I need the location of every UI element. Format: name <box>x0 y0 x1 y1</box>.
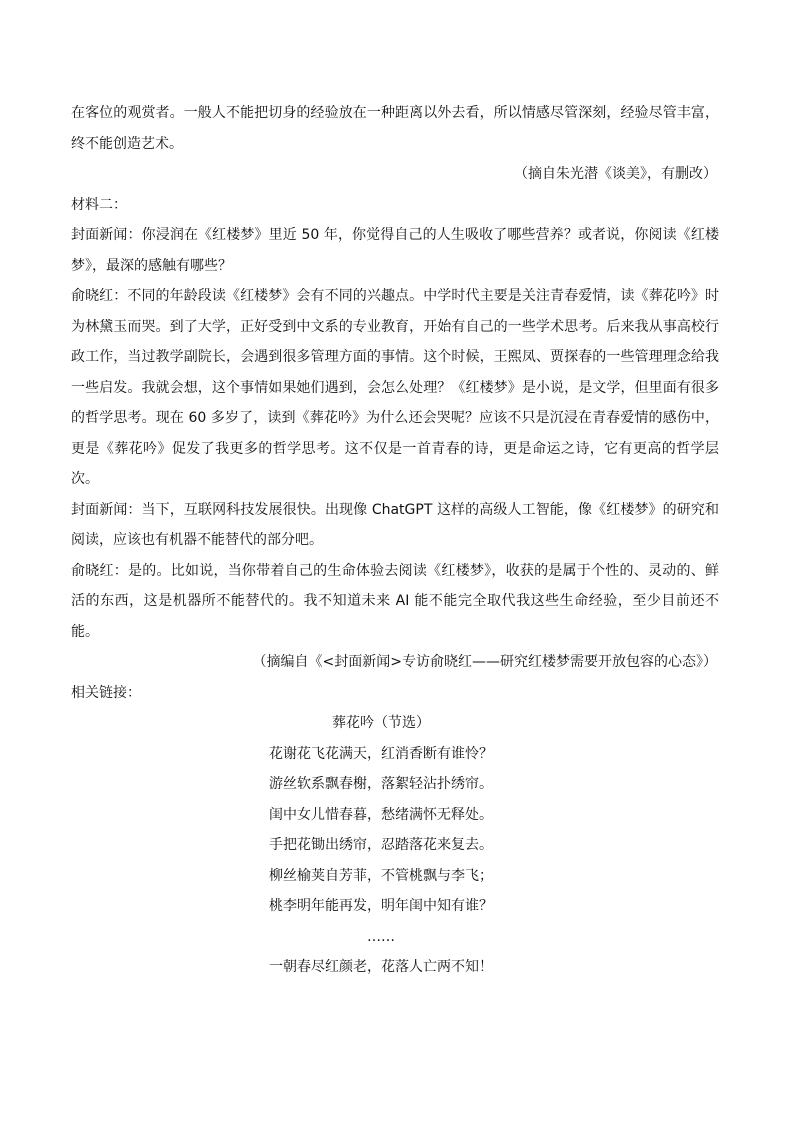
poem-line: 游丝软系飘春榭，落絮轻沾扑绣帘。 <box>269 776 493 792</box>
poem-line: 一朝春尽红颜老，花落人亡两不知！ <box>269 959 493 975</box>
poem-ellipsis: …… <box>367 928 395 945</box>
poem-title: 葬花吟（节选） <box>332 715 430 731</box>
poem-line: 桃李明年能再发，明年闺中知有谁？ <box>269 898 493 914</box>
dialogue-paragraph-2: 俞晓红：不同的年龄段读《红楼梦》会有不同的兴趣点。中学时代主要是关注青春爱情，读《葬花吟》时为林黛玉而哭。到了大学，正好受到中文系的专业教育，开始有自己的一些学术思考。后来我从事高校行政工作，当过教学副院长，会遇到很多管理方面的事情。这个时候，王熙凤、贾探春的一些管理理念给我一些启发。我就会想，这个事情如果她们遇到，会怎么处理？《红楼梦》是小说，是文学，但里面有很多的哲学思考。现在 60 多岁了，读到《葬花吟》为什么还会哭呢？应该不只是沉浸在青春爱情的感伤中，更是《葬花吟》促发了我更多的哲学思考。这不仅是一首青春的诗，更是命运之诗，它有更高的哲学层次。 <box>71 288 719 487</box>
poem-line: 柳丝榆荚自芳菲，不管桃飘与李飞； <box>269 867 493 884</box>
material1-source: （摘自朱光潜《谈美》，有删改） <box>514 166 717 182</box>
dialogue-paragraph-1: 封面新闻：你浸润在《红楼梦》里近 50 年，你觉得自己的人生吸收了哪些营养？或者说，你阅读《红楼梦》，最深的感触有哪些？ <box>71 227 719 274</box>
material2-heading: 材料二： <box>71 196 127 213</box>
document-body <box>71 98 719 983</box>
dialogue-paragraph-3: 封面新闻：当下，互联网科技发展很快。出现像 ChatGPT 这样的高级人工智能，像《红楼梦》的研究和阅读，应该也有机器不能替代的部分吧。 <box>71 501 719 548</box>
poem-line: 手把花锄出绣帘，忍踏落花来复去。 <box>269 837 493 853</box>
poem <box>71 708 719 983</box>
poem-line: 花谢花飞花满天，红消香断有谁怜？ <box>269 745 493 762</box>
related-links-heading: 相关链接： <box>71 684 141 701</box>
material1-paragraph: 在客位的观赏者。一般人不能把切身的经验放在一种距离以外去看，所以情感尽管深刻，经验尽管丰富，终不能创造艺术。 <box>71 105 719 152</box>
poem-line: 闺中女儿惜春暮，愁绪满怀无释处。 <box>269 806 493 823</box>
dialogue-paragraph-4: 俞晓红：是的。比如说，当你带着自己的生命体验去阅读《红楼梦》，收获的是属于个性的、灵动的、鲜活的东西，这是机器所不能替代的。我不知道未来 AI 能不能完全取代我这些生命经验，至少目前还不能。 <box>71 562 719 640</box>
material2-source: （摘编自《<封面新闻>专访俞晓红——研究红楼梦需要开放包容的心态》） <box>252 654 717 670</box>
